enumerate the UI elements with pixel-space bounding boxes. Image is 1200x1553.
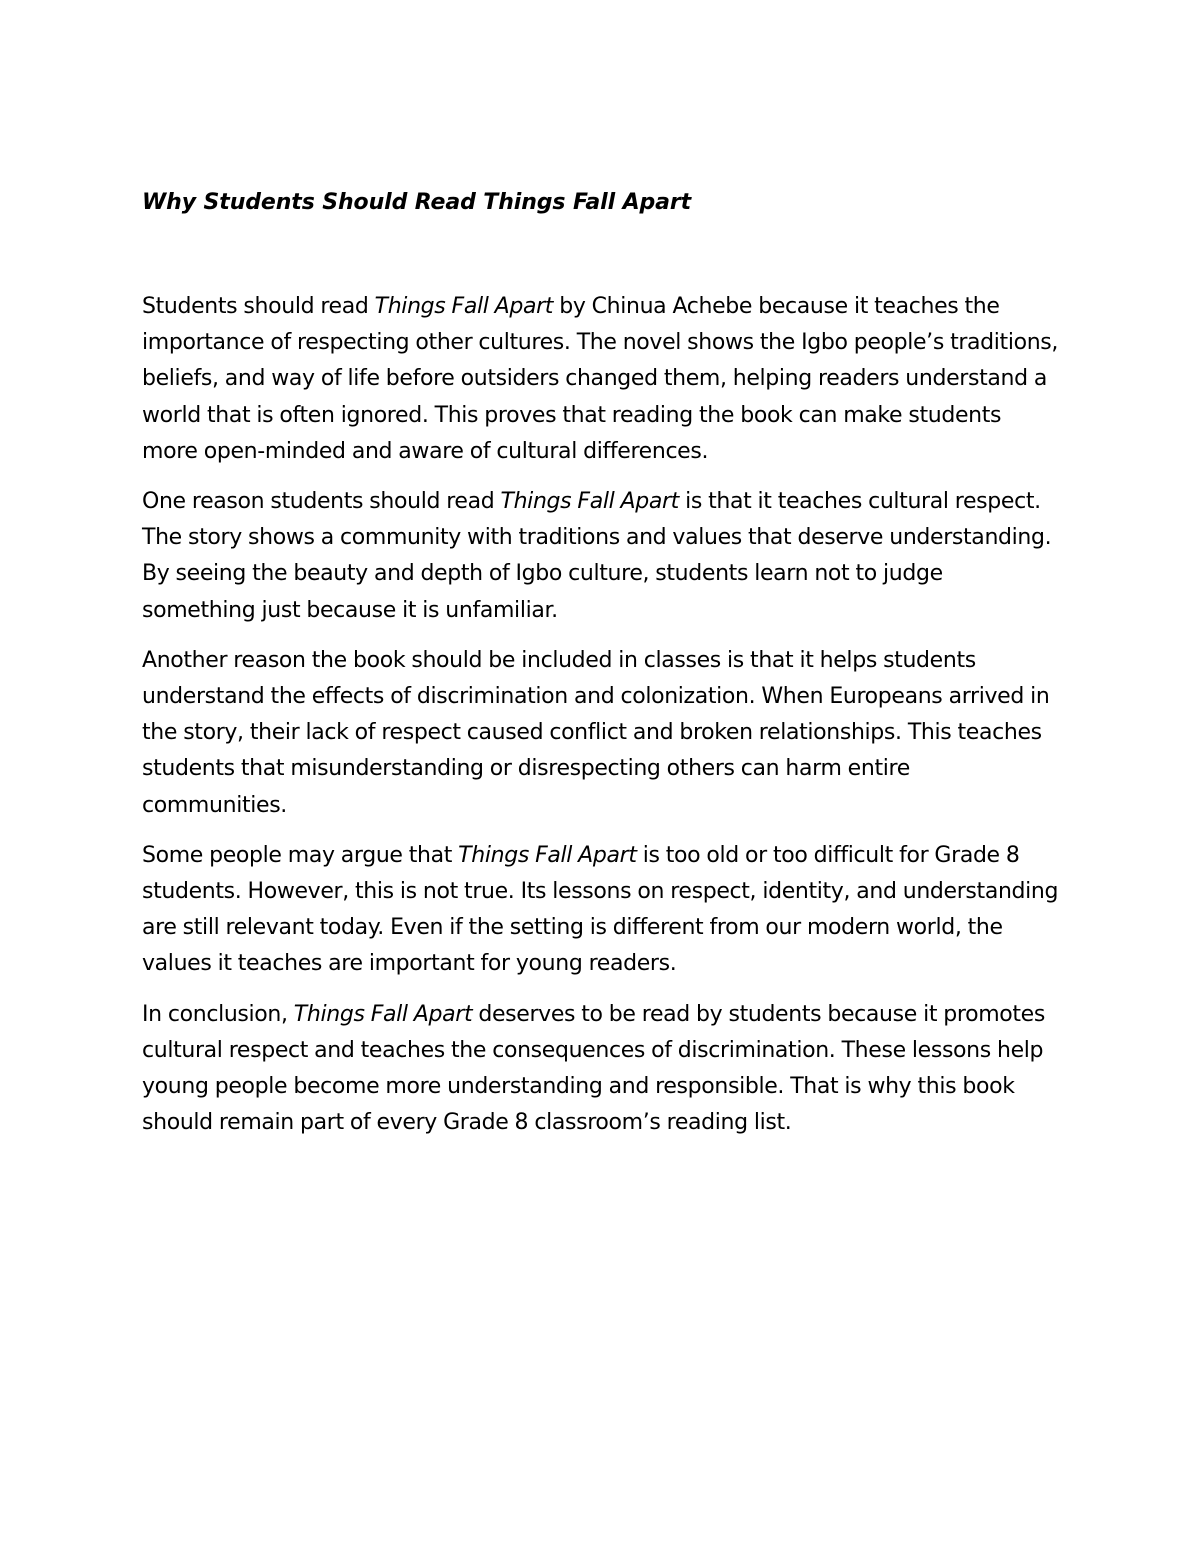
document-body xyxy=(142,185,1060,1141)
paragraph-text: by Chinua Achebe because it teaches the importance of respecting other cultures. The novel shows the Igbo people’s traditions, beliefs, and way of life before outsiders changed them, helping readers understand a world that is often ignored. This proves that reading the book can make students more open-minded and aware of cultural differences. xyxy=(142,294,1059,464)
counterargument-paragraph xyxy=(142,838,1060,983)
document-title: Why Students Should Read Things Fall Apart xyxy=(142,190,692,215)
conclusion-paragraph xyxy=(142,997,1060,1142)
paragraph-text: is that it teaches cultural respect. The story shows a community with traditions and values that deserve understanding. By seeing the beauty and depth of Igbo culture, students learn not to judge something just because it is unfamiliar. xyxy=(142,489,1052,623)
book-title-italic: Things Fall Apart xyxy=(458,842,637,868)
intro-paragraph xyxy=(142,289,1060,470)
paragraph-text: is too old or too difficult for Grade 8 students. However, this is not true. Its lessons on respect, identity, and understanding are still relevant today. Even if the setting is different from our modern world, the values it teaches are important for young readers. xyxy=(142,842,1059,977)
paragraph-text: Some people may argue that xyxy=(142,842,459,868)
book-title-italic: Things Fall Apart xyxy=(293,1001,473,1027)
paragraph-text: Another reason the book should be included in classes is that it helps students understand the effects of discrimination and colonization. When Europeans arrived in the story, their lack of respect caused conflict and broken relationships. This teaches students that misunderstanding or disrespecting others can harm entire communities. xyxy=(142,647,1050,818)
book-title-italic: Things Fall Apart xyxy=(374,294,554,319)
body-paragraph-cultural-respect xyxy=(142,484,1060,629)
body-paragraph-discrimination xyxy=(142,643,1060,824)
paragraph-text: One reason students should read xyxy=(142,489,501,515)
paragraph-text: Students should read xyxy=(142,294,375,319)
paragraph-text: deserves to be read by students because it promotes cultural respect and teaches the consequences of discrimination. These lessons help young people become more understanding and responsible. That is why this book should remain part of every Grade 8 classroom’s reading list. xyxy=(142,1001,1045,1136)
paragraph-text: In conclusion, xyxy=(142,1001,294,1027)
book-title-italic: Things Fall Apart xyxy=(500,489,679,515)
